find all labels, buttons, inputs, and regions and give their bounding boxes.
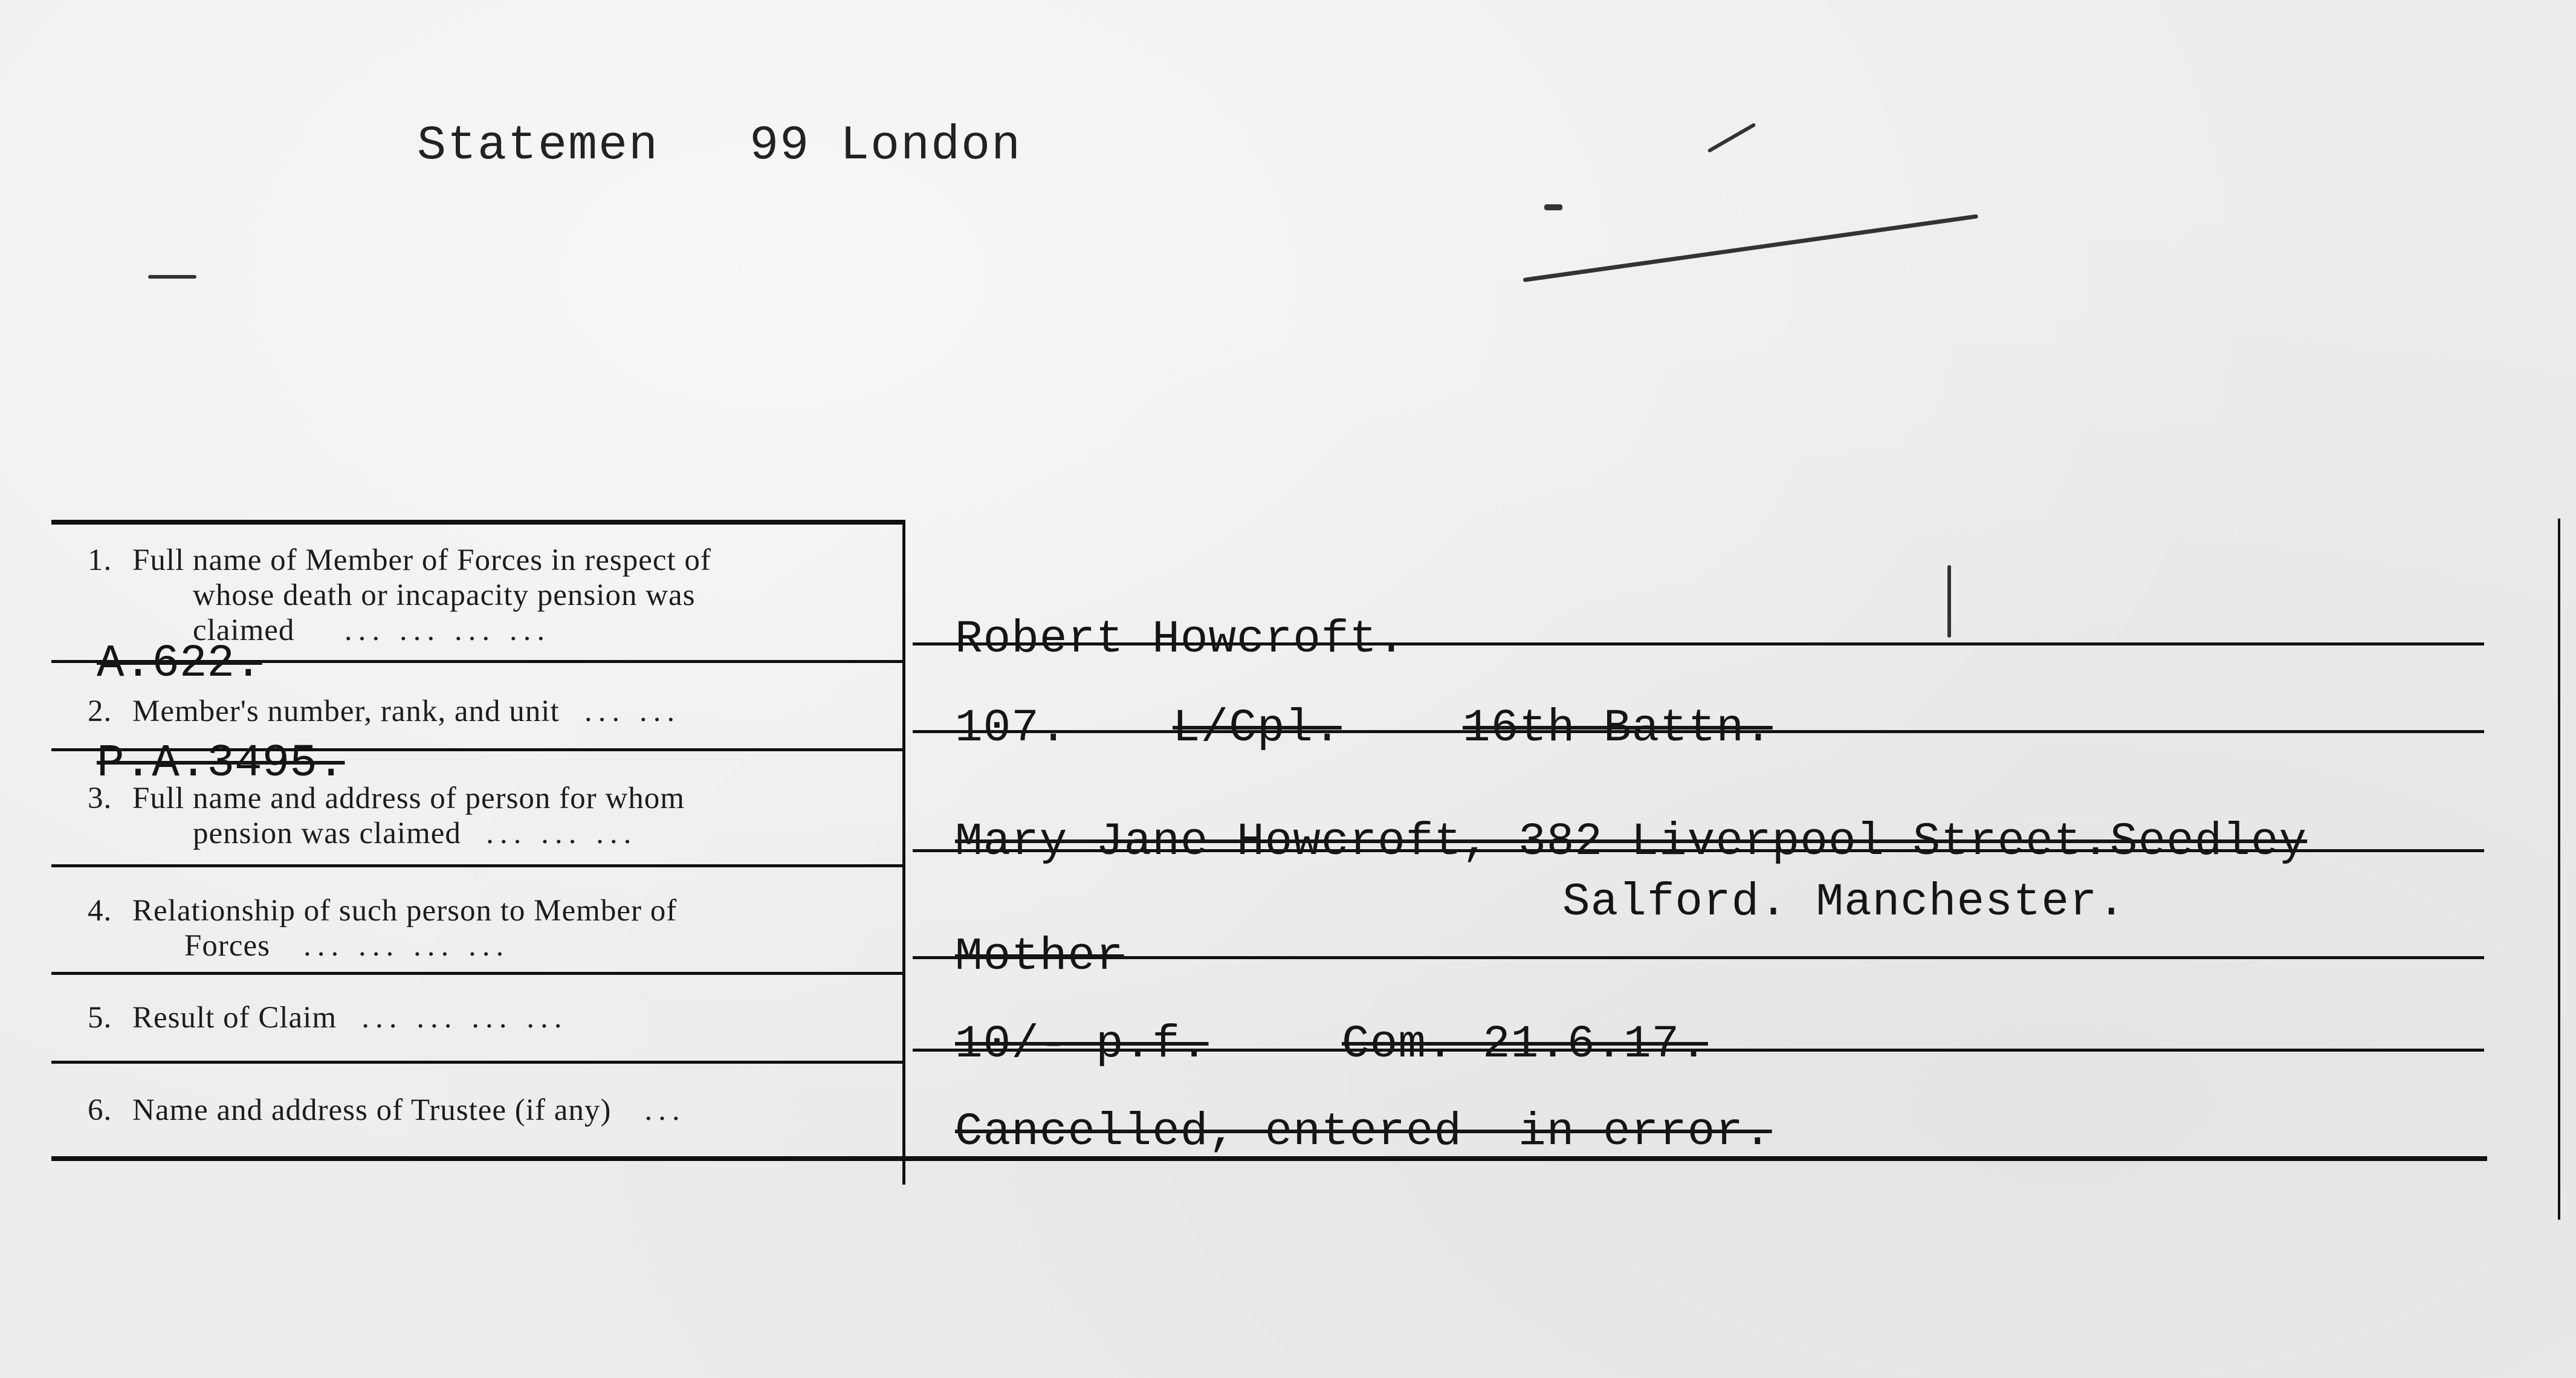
row-6-number: 6. (88, 1093, 112, 1127)
row-3-dots: ... ... ... (486, 817, 638, 850)
form-right-edge (2558, 519, 2560, 1220)
form-top-rule (51, 520, 904, 525)
entry-relationship: Mother (955, 931, 1124, 983)
row-1-label (88, 543, 885, 648)
row-5-dots: ... ... ... ... (361, 1001, 568, 1035)
entry-trustee-note: Cancelled, entered in error. (955, 1106, 1772, 1158)
row-2-number: 2. (88, 694, 112, 728)
row-2-dots: ... ... (584, 694, 681, 728)
row-1-text-b: whose death or incapacity pension was (193, 578, 696, 612)
row-1-dots: ... ... ... ... (344, 613, 551, 647)
entry-member-battalion: 16th Battn. (1463, 702, 1773, 754)
entry-member-rank: L/Cpl. (1173, 702, 1342, 754)
row-1-number: 1. (88, 543, 112, 577)
card-header: Statemen 99 London (417, 118, 1022, 173)
pen-stroke-mark (1523, 214, 1979, 282)
entry-result-date: Com. 21.6.17. (1342, 1018, 1708, 1070)
row-4-number: 4. (88, 894, 112, 928)
row-3-label (88, 781, 885, 851)
margin-note-pa3495: P.A.3495. (97, 737, 345, 789)
row-5-number: 5. (88, 1001, 112, 1035)
pen-dash-mark (148, 275, 196, 279)
row-3-text-b: pension was claimed (193, 817, 461, 850)
entry-claimant-address-line2: Salford. Manchester. (1562, 876, 2126, 928)
row-4-text-a: Relationship of such person to Member of (132, 894, 678, 928)
row-6-dots: ... (644, 1093, 686, 1127)
form-column-divider (902, 520, 905, 1185)
entry-claimant-address-line1: Mary Jane Howcroft, 382 Liverpool Street.Seedley (955, 816, 2308, 868)
entry-result-amount: 10/- p.f. (955, 1018, 1209, 1070)
row-2-text-a: Member's number, rank, and unit (132, 694, 560, 728)
row-divider-3 (51, 864, 904, 867)
row-divider-4 (51, 972, 904, 975)
entry-line-4 (913, 956, 2484, 959)
row-4-label (88, 893, 885, 963)
row-1-text-a: Full name of Member of Forces in respect of (132, 543, 711, 577)
pen-vertical-mark (1947, 565, 1951, 638)
row-6-text-a: Name and address of Trustee (if any) (132, 1093, 612, 1127)
row-6-label (88, 1093, 885, 1128)
row-5-text-a: Result of Claim (132, 1001, 337, 1035)
row-4-dots: ... ... ... ... (303, 929, 510, 963)
row-divider-5 (51, 1061, 904, 1064)
row-5-label (88, 1000, 885, 1035)
pen-tick-mark (1707, 123, 1756, 153)
row-1-text-c: claimed (193, 613, 295, 647)
row-3-number: 3. (88, 781, 112, 815)
row-4-text-b: Forces (184, 929, 270, 963)
row-2-label (88, 694, 885, 729)
entry-member-number: 107. (955, 702, 1068, 754)
entry-member-name: Robert Howcroft. (955, 613, 1406, 665)
row-3-text-a: Full name and address of person for whom (132, 781, 685, 815)
pen-dot-mark (1544, 204, 1562, 210)
margin-note-a622: A.622. (97, 638, 262, 690)
